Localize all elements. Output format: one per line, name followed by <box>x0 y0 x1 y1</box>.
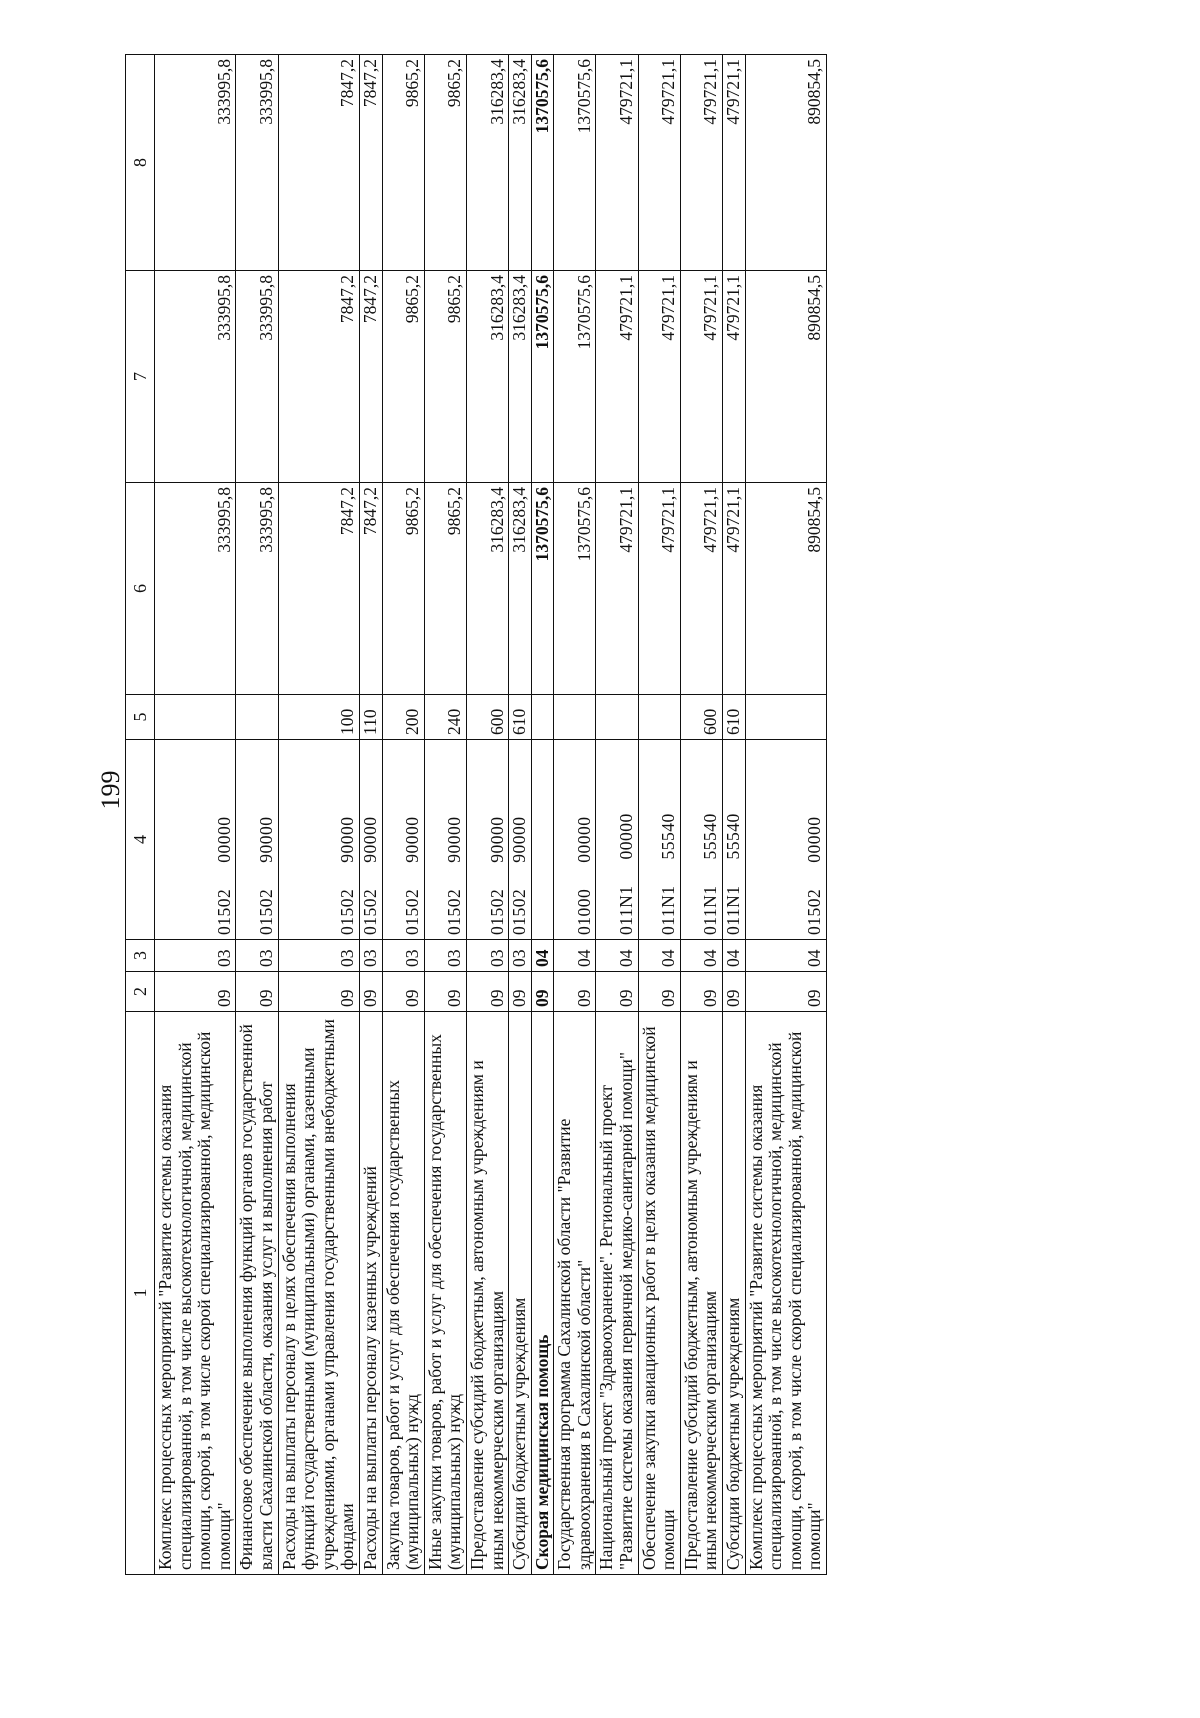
table-row <box>236 55 278 1575</box>
section-code: 03 <box>278 940 359 972</box>
section-code: 03 <box>382 940 424 972</box>
row-description: Комплекс процессных мероприятий "Развитие системы оказания специализированной, в том числе высокотехнологичной, медицинской помощи, скорой, в том числе скорой специализированной, медицинской помощи" <box>745 1012 826 1575</box>
expense-type-code <box>745 695 826 740</box>
section-code: 03 <box>155 940 236 972</box>
target-article-code <box>424 740 466 940</box>
expense-type-code: 600 <box>466 695 508 740</box>
budget-table <box>125 54 827 1575</box>
ministry-code: 09 <box>466 972 508 1012</box>
target-article-program: 01502 <box>359 888 380 935</box>
amount-col-6: 333995,8 <box>236 483 278 695</box>
amount-col-8: 333995,8 <box>155 55 236 271</box>
section-code: 03 <box>466 940 508 972</box>
target-article-program: 01502 <box>804 888 825 935</box>
target-article-direction: 00000 <box>616 813 637 860</box>
amount-col-8: 333995,8 <box>236 55 278 271</box>
ministry-code: 09 <box>680 972 722 1012</box>
section-code: 03 <box>236 940 278 972</box>
table-row <box>382 55 424 1575</box>
amount-col-6: 1370575,6 <box>554 483 596 695</box>
expense-type-code: 240 <box>424 695 466 740</box>
column-header: 7 <box>126 271 155 483</box>
target-article-program: 01502 <box>509 888 530 935</box>
expense-type-code: 610 <box>723 695 746 740</box>
target-article-program: 01000 <box>573 888 594 935</box>
ministry-code: 09 <box>596 972 638 1012</box>
amount-col-8: 7847,2 <box>278 55 359 271</box>
target-article-program: 01502 <box>337 888 358 935</box>
target-article-program: 01502 <box>255 888 276 935</box>
amount-col-6: 316283,4 <box>466 483 508 695</box>
target-article-code <box>638 740 680 940</box>
target-article-code <box>509 740 532 940</box>
column-header: 4 <box>126 740 155 940</box>
expense-type-code: 610 <box>509 695 532 740</box>
amount-col-7: 333995,8 <box>155 271 236 483</box>
target-article-direction: 55540 <box>723 813 744 860</box>
expense-type-code: 100 <box>278 695 359 740</box>
amount-col-6: 9865,2 <box>382 483 424 695</box>
ministry-code: 09 <box>359 972 382 1012</box>
amount-col-7: 9865,2 <box>382 271 424 483</box>
row-description: Обеспечение закупки авиационных работ в целях оказания медицинской помощи <box>638 1012 680 1575</box>
amount-col-7: 316283,4 <box>509 271 532 483</box>
target-article-direction: 90000 <box>337 816 358 863</box>
target-article-direction: 00000 <box>573 816 594 863</box>
table-row <box>596 55 638 1575</box>
target-article-code <box>596 740 638 940</box>
amount-col-8: 1370575,6 <box>531 55 554 271</box>
expense-type-code <box>155 695 236 740</box>
column-header: 2 <box>126 972 155 1012</box>
amount-col-6: 7847,2 <box>278 483 359 695</box>
row-description: Расходы на выплаты персоналу казенных учреждений <box>359 1012 382 1575</box>
page-number: 199 <box>96 770 125 810</box>
target-article-code <box>155 740 236 940</box>
table-row <box>531 55 554 1575</box>
table-row <box>723 55 746 1575</box>
target-article-code <box>531 740 554 940</box>
target-article-program: 011N1 <box>723 885 744 935</box>
expense-type-code: 110 <box>359 695 382 740</box>
row-description: Государственная программа Сахалинской области "Развитие здравоохранения в Сахалинской области" <box>554 1012 596 1575</box>
expense-type-code <box>236 695 278 740</box>
target-article-code <box>278 740 359 940</box>
amount-col-6: 316283,4 <box>509 483 532 695</box>
amount-col-7: 1370575,6 <box>531 271 554 483</box>
ministry-code: 09 <box>745 972 826 1012</box>
section-code: 04 <box>596 940 638 972</box>
amount-col-6: 333995,8 <box>155 483 236 695</box>
section-code: 04 <box>554 940 596 972</box>
column-header: 3 <box>126 940 155 972</box>
amount-col-8: 479721,1 <box>723 55 746 271</box>
table-row <box>424 55 466 1575</box>
amount-col-6: 890854,5 <box>745 483 826 695</box>
target-article-code <box>680 740 722 940</box>
target-article-program: 01502 <box>402 888 423 935</box>
amount-col-7: 890854,5 <box>745 271 826 483</box>
ministry-code: 09 <box>155 972 236 1012</box>
amount-col-8: 9865,2 <box>424 55 466 271</box>
expense-type-code <box>531 695 554 740</box>
ministry-code: 09 <box>531 972 554 1012</box>
amount-col-8: 479721,1 <box>596 55 638 271</box>
row-description: Предоставление субсидий бюджетным, автономным учреждениям и иным некоммерческим организациям <box>680 1012 722 1575</box>
section-code: 04 <box>680 940 722 972</box>
amount-col-7: 479721,1 <box>638 271 680 483</box>
amount-col-7: 479721,1 <box>723 271 746 483</box>
target-article-direction: 00000 <box>804 816 825 863</box>
column-header: 1 <box>126 1012 155 1575</box>
target-article-program: 01502 <box>486 888 507 935</box>
ministry-code: 09 <box>509 972 532 1012</box>
amount-col-8: 9865,2 <box>382 55 424 271</box>
target-article-direction: 90000 <box>509 816 530 863</box>
ministry-code: 09 <box>554 972 596 1012</box>
column-header: 5 <box>126 695 155 740</box>
ministry-code: 09 <box>424 972 466 1012</box>
amount-col-7: 7847,2 <box>359 271 382 483</box>
target-article-code <box>236 740 278 940</box>
target-article-direction: 90000 <box>255 816 276 863</box>
amount-col-6: 7847,2 <box>359 483 382 695</box>
row-description: Субсидии бюджетным учреждениям <box>723 1012 746 1575</box>
row-description: Субсидии бюджетным учреждениям <box>509 1012 532 1575</box>
expense-type-code: 200 <box>382 695 424 740</box>
expense-type-code <box>596 695 638 740</box>
table-row <box>466 55 508 1575</box>
amount-col-8: 479721,1 <box>680 55 722 271</box>
target-article-direction: 00000 <box>213 816 234 863</box>
amount-col-7: 9865,2 <box>424 271 466 483</box>
target-article-code <box>359 740 382 940</box>
target-article-program: 011N1 <box>658 885 679 935</box>
amount-col-6: 479721,1 <box>680 483 722 695</box>
target-article-direction: 90000 <box>486 816 507 863</box>
amount-col-8: 890854,5 <box>745 55 826 271</box>
amount-col-6: 1370575,6 <box>531 483 554 695</box>
amount-col-7: 316283,4 <box>466 271 508 483</box>
amount-col-6: 479721,1 <box>723 483 746 695</box>
table-row <box>278 55 359 1575</box>
table-row <box>359 55 382 1575</box>
table-row <box>509 55 532 1575</box>
expense-type-code <box>638 695 680 740</box>
amount-col-7: 479721,1 <box>680 271 722 483</box>
amount-col-6: 479721,1 <box>638 483 680 695</box>
target-article-code <box>745 740 826 940</box>
ministry-code: 09 <box>236 972 278 1012</box>
ministry-code: 09 <box>638 972 680 1012</box>
target-article-direction: 90000 <box>444 816 465 863</box>
table-row <box>638 55 680 1575</box>
column-header: 8 <box>126 55 155 271</box>
amount-col-8: 316283,4 <box>466 55 508 271</box>
amount-col-8: 1370575,6 <box>554 55 596 271</box>
amount-col-8: 479721,1 <box>638 55 680 271</box>
table-row <box>554 55 596 1575</box>
amount-col-8: 7847,2 <box>359 55 382 271</box>
section-code: 04 <box>745 940 826 972</box>
target-article-code <box>382 740 424 940</box>
target-article-program: 01502 <box>444 888 465 935</box>
table-row <box>745 55 826 1575</box>
target-article-direction: 55540 <box>658 813 679 860</box>
target-article-direction: 55540 <box>700 813 721 860</box>
amount-col-6: 479721,1 <box>596 483 638 695</box>
section-code: 03 <box>509 940 532 972</box>
table-row <box>680 55 722 1575</box>
row-description: Скорая медицинская помощь <box>531 1012 554 1575</box>
section-code: 04 <box>638 940 680 972</box>
amount-col-7: 7847,2 <box>278 271 359 483</box>
target-article-program: 011N1 <box>616 885 637 935</box>
row-description: Расходы на выплаты персоналу в целях обеспечения выполнения функций государственными (муниципальными) органами, казенными учреждениями, органами управления государственными внебюджетными фондами <box>278 1012 359 1575</box>
row-description: Закупка товаров, работ и услуг для обеспечения государственных (муниципальных) нужд <box>382 1012 424 1575</box>
target-article-code <box>466 740 508 940</box>
section-code: 03 <box>359 940 382 972</box>
expense-type-code <box>554 695 596 740</box>
budget-table-sheet <box>125 55 1125 1575</box>
column-number-row <box>126 55 155 1575</box>
amount-col-7: 479721,1 <box>596 271 638 483</box>
target-article-direction: 90000 <box>402 816 423 863</box>
section-code: 04 <box>531 940 554 972</box>
target-article-program: 01502 <box>213 888 234 935</box>
amount-col-8: 316283,4 <box>509 55 532 271</box>
target-article-program: 011N1 <box>700 885 721 935</box>
ministry-code: 09 <box>723 972 746 1012</box>
ministry-code: 09 <box>278 972 359 1012</box>
row-description: Иные закупки товаров, работ и услуг для обеспечения государственных (муниципальных) нужд <box>424 1012 466 1575</box>
column-header: 6 <box>126 483 155 695</box>
table-row <box>155 55 236 1575</box>
target-article-direction: 90000 <box>359 816 380 863</box>
row-description: Финансовое обеспечение выполнения функций органов государственной власти Сахалинской области, оказания услуг и выполнения работ <box>236 1012 278 1575</box>
amount-col-6: 9865,2 <box>424 483 466 695</box>
row-description: Предоставление субсидий бюджетным, автономным учреждениям и иным некоммерческим организациям <box>466 1012 508 1575</box>
row-description: Комплекс процессных мероприятий "Развитие системы оказания специализированной, в том числе высокотехнологичной, медицинской помощи, скорой, в том числе скорой специализированной, медицинской помощи" <box>155 1012 236 1575</box>
expense-type-code: 600 <box>680 695 722 740</box>
amount-col-7: 1370575,6 <box>554 271 596 483</box>
ministry-code: 09 <box>382 972 424 1012</box>
amount-col-7: 333995,8 <box>236 271 278 483</box>
section-code: 04 <box>723 940 746 972</box>
row-description: Национальный проект "Здравоохранение". Региональный проект "Развитие системы оказания первичной медико-санитарной помощи" <box>596 1012 638 1575</box>
target-article-code <box>554 740 596 940</box>
section-code: 03 <box>424 940 466 972</box>
target-article-code <box>723 740 746 940</box>
